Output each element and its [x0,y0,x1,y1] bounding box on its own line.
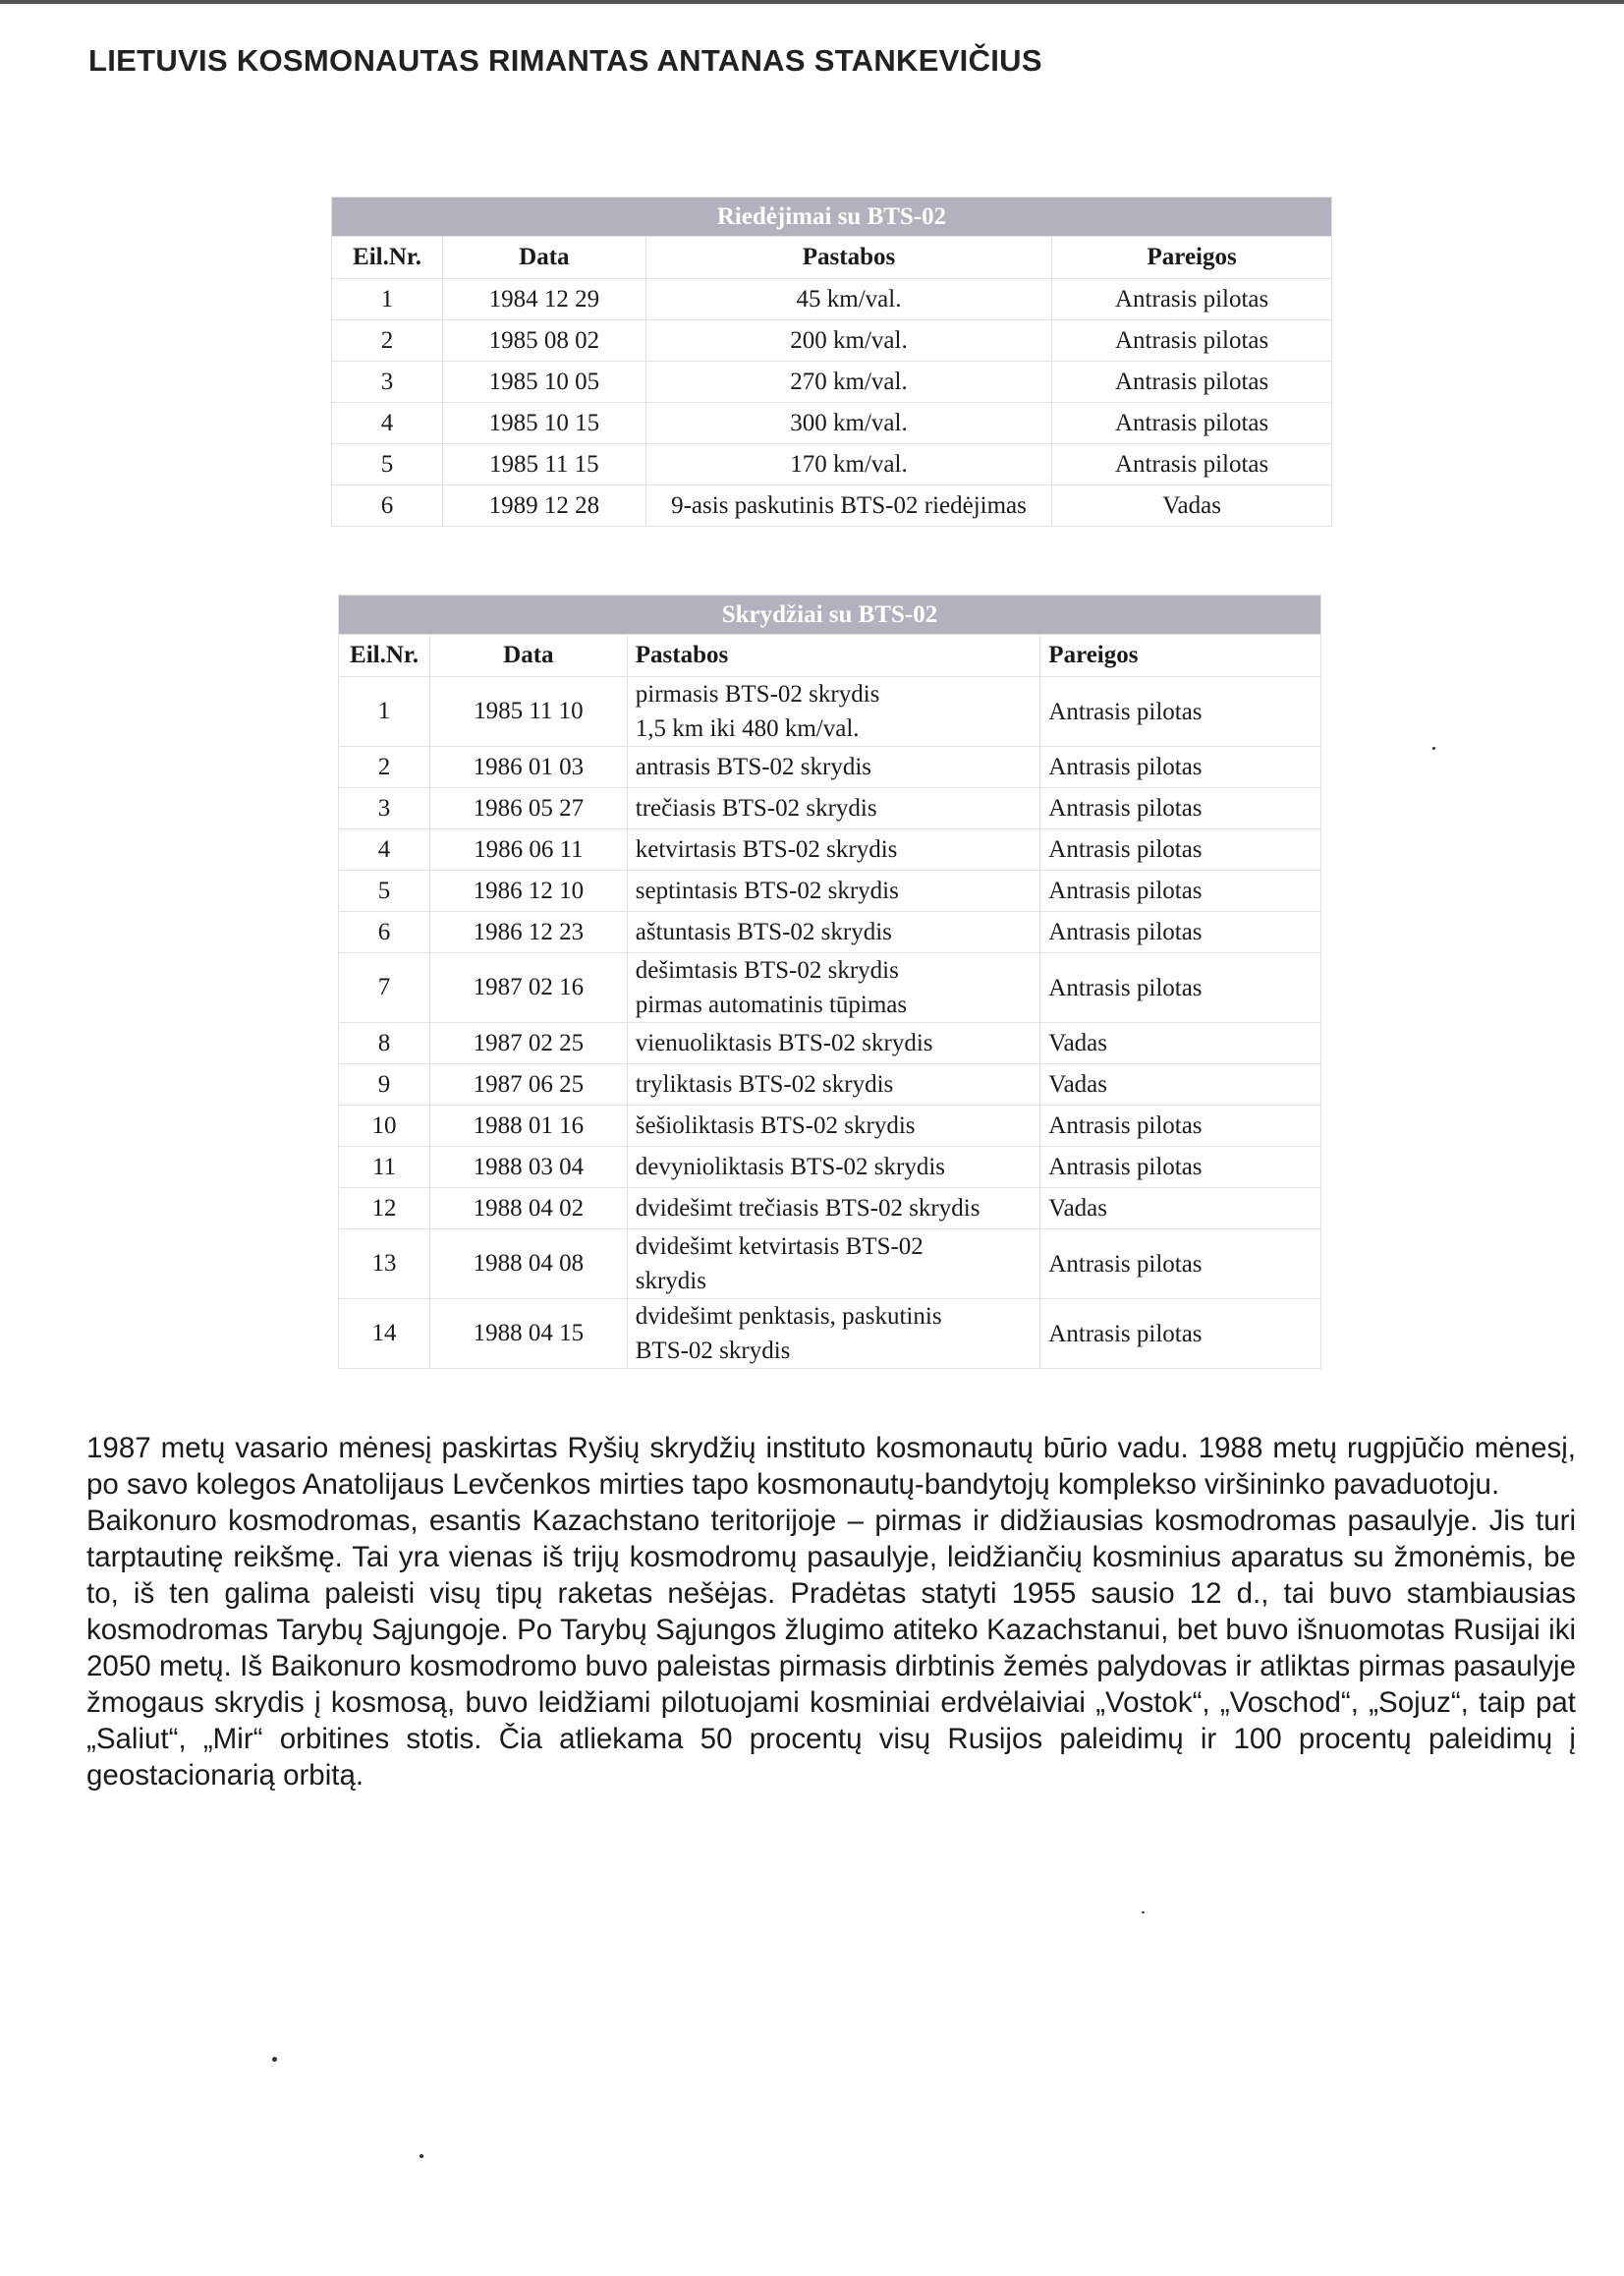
note-line: trečiasis BTS-02 skrydis [635,795,877,822]
row-notes [627,677,1040,747]
row-number: 11 [339,1147,430,1188]
row-notes [627,1106,1040,1147]
table-row [339,1229,1321,1299]
row-date: 1985 10 05 [442,362,645,403]
row-number: 6 [339,912,430,953]
row-role: Antrasis pilotas [1040,747,1321,788]
row-number: 9 [339,1064,430,1106]
table-row [339,1023,1321,1064]
note-line: ketvirtasis BTS-02 skrydis [635,836,898,863]
table-row [339,747,1321,788]
row-notes [627,953,1040,1023]
row-role: Antrasis pilotas [1040,912,1321,953]
note-line: antrasis BTS-02 skrydis [635,754,872,780]
row-role: Antrasis pilotas [1040,871,1321,912]
row-date: 1987 02 25 [429,1023,627,1064]
column-header-notes: Pastabos [627,635,1040,677]
row-number: 2 [332,320,443,362]
row-date: 1985 11 10 [429,677,627,747]
table-row [332,403,1332,444]
row-notes: 200 km/val. [645,320,1052,362]
note-line: vienuoliktasis BTS-02 skrydis [635,1030,933,1056]
row-date: 1986 01 03 [429,747,627,788]
page-title: LIETUVIS KOSMONAUTAS RIMANTAS ANTANAS STANKEVIČIUS [88,43,1042,78]
row-date: 1985 10 15 [442,403,645,444]
note-line: 1,5 km iki 480 km/val. [635,715,860,742]
note-line: tryliktasis BTS-02 skrydis [635,1071,894,1098]
row-notes [627,829,1040,871]
row-number: 10 [339,1106,430,1147]
row-notes [627,871,1040,912]
row-role: Antrasis pilotas [1040,1106,1321,1147]
row-notes: 45 km/val. [645,279,1052,320]
row-number: 2 [339,747,430,788]
column-header-role: Pareigos [1052,237,1332,279]
table-row [339,1064,1321,1106]
row-role: Antrasis pilotas [1052,362,1332,403]
column-header-date: Data [429,635,627,677]
row-number: 5 [332,444,443,485]
row-number: 12 [339,1188,430,1229]
row-notes [627,1188,1040,1229]
table-body [339,677,1321,1369]
table-row [339,1299,1321,1369]
row-number: 3 [332,362,443,403]
row-notes [627,788,1040,829]
note-line: aštuntasis BTS-02 skrydis [635,919,892,945]
row-role: Vadas [1052,485,1332,527]
paragraph: Baikonuro kosmodromas, esantis Kazachstano teritorijoje – pirmas ir didžiausias kosmodromas pasaulyje. Jis turi tarptautinę reikšmę. Tai yra vienas iš trijų kosmodromų pasaulyje, leidžiančių kosminius aparatus su žmonėmis, be to, iš ten galima paleisti visų tipų raketas nešėjas. Pradėtas statyti 1955 sausio 12 d., tai buvo stambiausias kosmodromas Tarybų Sąjungoje. Po Tarybų Sąjungos žlugimo atiteko Kazachstanui, bet buvo išnuomotas Rusijai iki 2050 metų. Iš Baikonuro kosmodromo buvo paleistas pirmasis dirbtinis žemės palydovas ir atliktas pirmas pasaulyje žmogaus skrydis į kosmosą, buvo leidžiami pilotuojami kosminiai erdvėlaiviai „Vostok“, „Voschod“, „Sojuz“, taip pat „Saliut“, „Mir“ orbitines stotis. Čia atliekama 50 procentų visų Rusijos paleidimų ir 100 procentų paleidimų į geostacionarią orbitą. [86,1505,1576,1792]
column-header-date: Data [442,237,645,279]
row-number: 7 [339,953,430,1023]
note-line: pirmas automatinis tūpimas [635,992,908,1018]
scan-speck [420,2154,423,2158]
table-row [339,788,1321,829]
row-date: 1984 12 29 [442,279,645,320]
scan-speck [1142,1911,1145,1913]
note-line: dešimtasis BTS-02 skrydis [635,957,899,984]
row-role: Antrasis pilotas [1040,1229,1321,1299]
row-notes: 170 km/val. [645,444,1052,485]
row-number: 1 [332,279,443,320]
row-date: 1988 01 16 [429,1106,627,1147]
row-role: Antrasis pilotas [1052,320,1332,362]
row-date: 1987 02 16 [429,953,627,1023]
row-notes [627,747,1040,788]
row-date: 1987 06 25 [429,1064,627,1106]
row-date: 1986 06 11 [429,829,627,871]
top-border-line [0,0,1624,4]
row-role: Vadas [1040,1064,1321,1106]
note-line: dvidešimt ketvirtasis BTS-02 [635,1233,924,1260]
table-caption: Riedėjimai su BTS-02 [332,198,1332,237]
row-date: 1985 11 15 [442,444,645,485]
row-date: 1988 04 02 [429,1188,627,1229]
table-row [339,953,1321,1023]
table-row [332,485,1332,527]
row-date: 1988 04 08 [429,1229,627,1299]
row-notes: 9-asis paskutinis BTS-02 riedėjimas [645,485,1052,527]
table-row [339,677,1321,747]
row-date: 1986 12 10 [429,871,627,912]
note-line: pirmasis BTS-02 skrydis [635,681,880,708]
row-role: Vadas [1040,1188,1321,1229]
paragraph: 1987 metų vasario mėnesį paskirtas Ryšių skrydžių instituto kosmonautų būrio vadu. 1988 metų rugpjūčio mėnesį, po savo kolegos Anatolijaus Levčenkos mirties tapo kosmonautų-bandytojų komplekso viršininko pavaduotoju. [86,1432,1576,1501]
note-line: dvidešimt penktasis, paskutinis [635,1303,942,1330]
row-role: Antrasis pilotas [1052,403,1332,444]
row-number: 1 [339,677,430,747]
row-notes: 300 km/val. [645,403,1052,444]
row-number: 5 [339,871,430,912]
table-body [332,279,1332,527]
row-role: Antrasis pilotas [1040,829,1321,871]
table-row [332,362,1332,403]
row-number: 4 [339,829,430,871]
note-line: dvidešimt trečiasis BTS-02 skrydis [635,1195,980,1222]
row-role: Antrasis pilotas [1052,444,1332,485]
column-header-notes: Pastabos [645,237,1052,279]
row-date: 1988 03 04 [429,1147,627,1188]
row-number: 8 [339,1023,430,1064]
row-number: 4 [332,403,443,444]
row-notes [627,1299,1040,1369]
scan-speck [272,2057,277,2062]
table-row [339,829,1321,871]
column-header-nr: Eil.Nr. [332,237,443,279]
row-role: Antrasis pilotas [1040,788,1321,829]
row-date: 1988 04 15 [429,1299,627,1369]
row-notes [627,1023,1040,1064]
table-row [339,871,1321,912]
scan-speck [1432,747,1435,750]
column-header-role: Pareigos [1040,635,1321,677]
row-date: 1985 08 02 [442,320,645,362]
row-date: 1986 12 23 [429,912,627,953]
row-role: Antrasis pilotas [1052,279,1332,320]
row-date: 1986 05 27 [429,788,627,829]
row-notes [627,1064,1040,1106]
table-row [339,912,1321,953]
row-role: Vadas [1040,1023,1321,1064]
body-text [86,1430,1576,1793]
row-notes: 270 km/val. [645,362,1052,403]
row-role: Antrasis pilotas [1040,953,1321,1023]
note-line: BTS-02 skrydis [635,1337,791,1364]
row-role: Antrasis pilotas [1040,1147,1321,1188]
table-row [332,279,1332,320]
row-number: 13 [339,1229,430,1299]
row-number: 6 [332,485,443,527]
row-date: 1989 12 28 [442,485,645,527]
table-caption: Skrydžiai su BTS-02 [339,596,1321,635]
rolling-tests-table [331,197,1332,527]
row-notes [627,912,1040,953]
flights-table [338,595,1321,1369]
table-row [332,444,1332,485]
row-role: Antrasis pilotas [1040,677,1321,747]
note-line: devynioliktasis BTS-02 skrydis [635,1154,946,1180]
column-header-nr: Eil.Nr. [339,635,430,677]
table-row [339,1147,1321,1188]
row-number: 14 [339,1299,430,1369]
note-line: skrydis [635,1268,706,1294]
table-row [339,1188,1321,1229]
row-number: 3 [339,788,430,829]
note-line: septintasis BTS-02 skrydis [635,878,899,904]
table-row [339,1106,1321,1147]
row-role: Antrasis pilotas [1040,1299,1321,1369]
table-row [332,320,1332,362]
row-notes [627,1229,1040,1299]
note-line: šešioliktasis BTS-02 skrydis [635,1112,916,1139]
row-notes [627,1147,1040,1188]
